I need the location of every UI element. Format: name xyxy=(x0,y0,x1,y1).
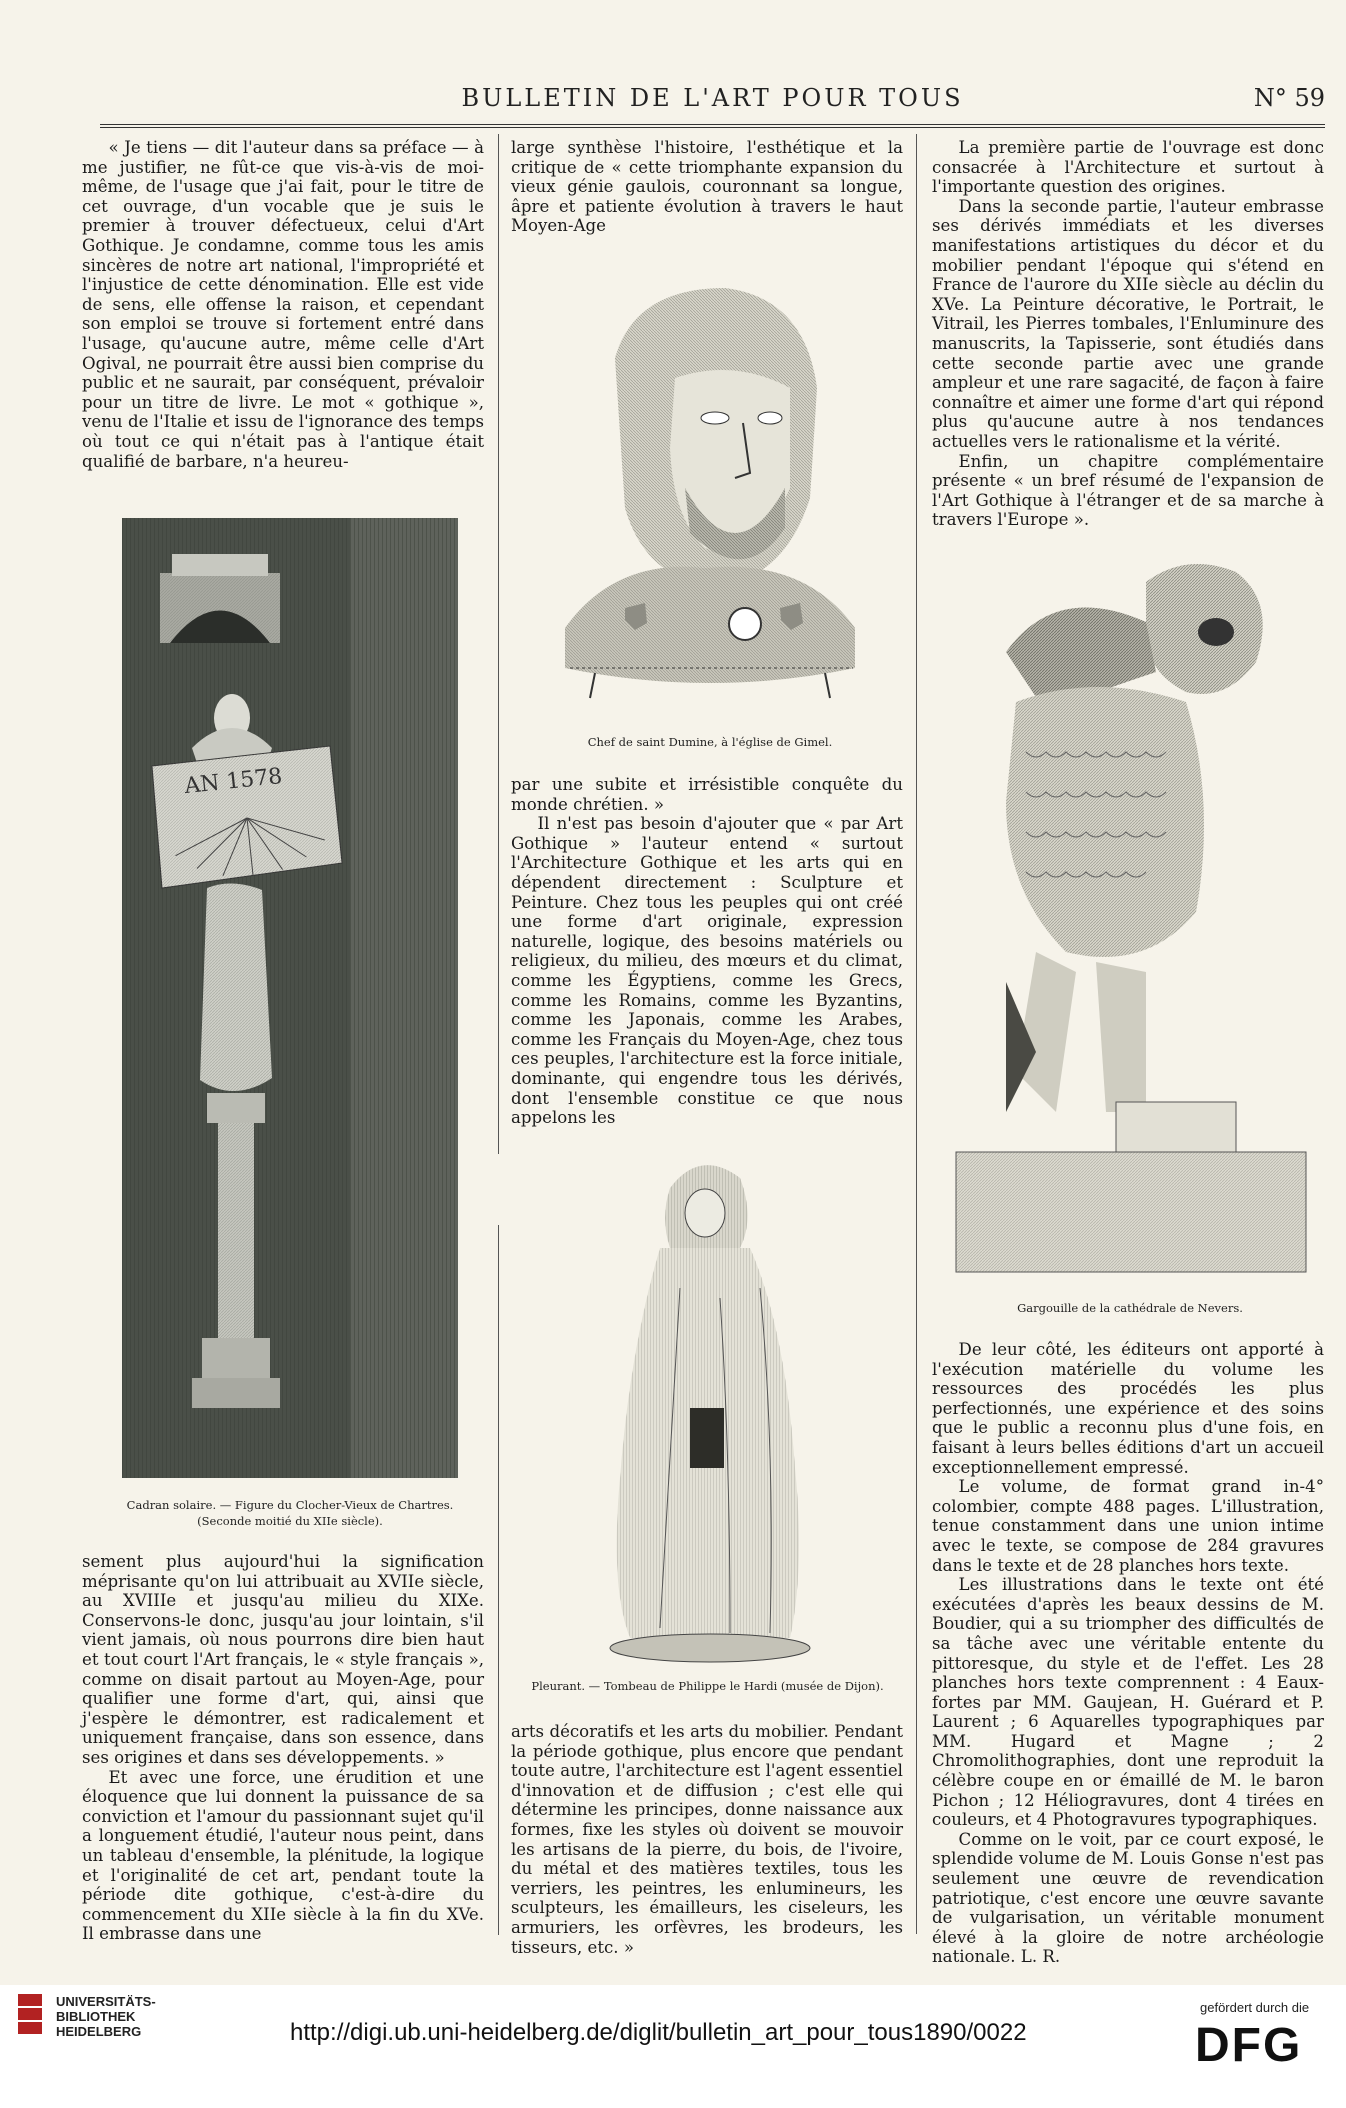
source-url[interactable]: http://digi.ub.uni-heidelberg.de/diglit/bulletin_art_pour_tous1890/0022 xyxy=(290,2019,1027,2046)
university-name xyxy=(56,1994,156,2039)
paragraph: La première partie de l'ouvrage est donc consacrée à l'Architecture et surtout à l'importante question des origines. xyxy=(932,138,1324,197)
bust-figure xyxy=(555,268,863,708)
paragraph: « Je tiens — dit l'auteur dans sa préface — à me justifier, ne fût-ce que vis-à-vis de moi-même, de l'usage que j'ai fait, pour le titre de cet ouvrage, d'un vocable que je suis le premier à trouver défectueux, celui d'Art Gothique. Je condamne, comme tous les amis sincères de notre art national, l'impropriété et l'injustice de cette dénomination. Elle est vide de sens, elle offense la raison, et cependant son emploi se trouve si fortement entré dans l'usage, qu'aucune autre, même celle d'Art Ogival, ne pourrait être aussi bien comprise du public et ne saurait, par conséquent, prévaloir pour un titre de livre. Le mot « gothique », venu de l'Italie et issu de l'ignorance des temps où tout ce qui n'était pas à l'antique était qualifié de barbare, n'a heureu- xyxy=(82,138,484,471)
sundial-caption-line1: Cadran solaire. — Figure du Clocher-Vieux de Chartres. xyxy=(126,1498,454,1512)
university-line-2: BIBLIOTHEK xyxy=(56,2009,136,2024)
column-rule-left-lower xyxy=(498,1225,499,1935)
column-2-bottom-text xyxy=(511,1722,903,1957)
column-1-bottom-text xyxy=(82,1552,484,1944)
mourner-engraving xyxy=(590,1148,830,1666)
mourner-caption: Pleurant. — Tombeau de Philippe le Hardi (musée de Dijon). xyxy=(531,1679,884,1693)
journal-title: BULLETIN DE L'ART POUR TOUS xyxy=(461,84,964,112)
gargoyle-engraving xyxy=(946,552,1316,1292)
bust-caption: Chef de saint Dumine, à l'église de Gimel. xyxy=(587,735,833,749)
gargoyle-caption: Gargouille de la cathédrale de Nevers. xyxy=(1017,1301,1243,1315)
paragraph: sement plus aujourd'hui la signification méprisante qu'on lui attribuait au XVIIe siècle, au XVIIIe et jusqu'au milieu du XIXe. Conservons-le donc, jusqu'au jour lointain, s'il vient jamais, où nous pourrons dire bien haut et tout court l'Art français, le « style français », comme on disait partout au Moyen-Age, pour qualifier une forme d'art, qui, ainsi que j'espère le démontrer, est radicalement et uniquement française, dans son essence, dans ses origines et dans ses développements. » xyxy=(82,1552,484,1767)
dfg-logo: DFG xyxy=(1195,2019,1303,2072)
gargoyle-figure xyxy=(946,552,1316,1292)
column-3-top-text xyxy=(932,138,1324,530)
paragraph: Il n'est pas besoin d'ajouter que « par Art Gothique » l'auteur entend « surtout l'Architecture Gothique et les arts qui en dépendent directement : Sculpture et Peinture. Chez tous les peuples qui ont créé une forme d'art originale, expression naturelle, logique, des besoins matériels ou religieux, du milieu, des mœurs et du climat, comme les Égyptiens, comme les Grecs, comme les Romains, comme les Byzantins, comme les Japonais, comme les Arabes, comme les Français du Moyen-Age, chez tous ces peuples, l'architecture est la force initiale, dominante, qui engendre tous les dérivés, dont l'ensemble constitue ce que nous appelons les xyxy=(511,814,903,1128)
paragraph: arts décoratifs et les arts du mobilier. Pendant la période gothique, plus encore que pendant toute autre, l'architecture est l'agent essentiel d'innovation et de diffusion ; c'est elle qui détermine les principes, donne naissance aux formes, fixe les styles où doivent se mouvoir les artisans de la pierre, du bois, de l'ivoire, du métal et des matières textiles, tous les verriers, les peintres, les enlumineurs, les sculpteurs, les émailleurs, les ciseleurs, les armuriers, les orfèvres, les brodeurs, les tisseurs, etc. » xyxy=(511,1722,903,1957)
running-header xyxy=(100,84,1325,114)
paragraph: Le volume, de format grand in-4° colombier, compte 488 pages. L'illustration, tenue constamment dans une union intime avec le texte, se compose de 284 gravures dans le texte et de 28 planches hors texte. xyxy=(932,1477,1324,1575)
university-line-3: HEIDELBERG xyxy=(56,2024,142,2039)
paragraph: De leur côté, les éditeurs ont apporté à l'exécution matérielle du volume les ressources des procédés les plus perfectionnés, une expérience et des soins que le public a reconnu plus d'une fois, en faisant à leurs belles éditions d'art un accueil exceptionnellement empressé. xyxy=(932,1340,1324,1477)
column-3-bottom-text xyxy=(932,1340,1324,1967)
bust-engraving xyxy=(555,268,863,708)
paragraph: Les illustrations dans le texte ont été exécutées d'après les beaux dessins de M. Boudier, qui a su triompher des difficultés de sa tâche avec une véritable entente du pittoresque, du style et de l'effet. Les 28 planches hors texte comprennent : 4 Eaux-fortes par MM. Gaujean, H. Guérard et P. Laurent ; 6 Aquarelles typographiques par MM. Hugard et Magne ; 2 Chromolithographies, dont une reproduit la célèbre coupe en or émaillé de M. le baron Pichon ; 12 Héliogravures, dont 4 tirées en couleurs, et 4 Photogravures typographiques. xyxy=(932,1575,1324,1830)
sundial-caption xyxy=(112,1497,468,1529)
sundial-figure xyxy=(122,518,458,1478)
paragraph: large synthèse l'histoire, l'esthétique et la critique de « cette triomphante expansion du vieux génie gaulois, couronnant sa longue, âpre et patiente évolution à travers le haut Moyen-Age xyxy=(511,138,903,236)
paragraph: Enfin, un chapitre complémentaire présente « un bref résumé de l'expansion de l'Art Gothique à l'étranger et de sa marche à travers l'Europe ». xyxy=(932,451,1324,530)
funded-by-label: gefördert durch die xyxy=(1200,2000,1310,2015)
paragraph: Dans la seconde partie, l'auteur embrasse ses dérivés immédiats et les diverses manifestations artistiques du décor et du mobilier pendant l'époque qui s'étend en France de l'aurore du XIIe siècle au déclin du XVe. La Peinture décorative, le Portrait, le Vitrail, les Pierres tombales, l'Enluminure des manuscrits, la Tapisserie, sont étudiés dans cette seconde partie avec une grande ampleur et une rare sagacité, de façon à faire connaître et aimer une forme d'art qui répond plus qu'aucune autre à nos tendances actuelles vers le rationalisme et la vérité. xyxy=(932,196,1324,451)
column-2-top-text xyxy=(511,138,903,236)
header-rule xyxy=(100,124,1325,128)
paragraph: Comme on le voit, par ce court exposé, le splendide volume de M. Louis Gonse n'est pas seulement une œuvre de revendication patriotique, c'est encore une œuvre savante de vulgarisation, un véritable monument élevé à la gloire de notre archéologie nationale. L. R. xyxy=(932,1829,1324,1967)
column-rule-left xyxy=(498,134,499,1154)
university-logo-icon xyxy=(16,1992,44,2036)
column-1-top-text xyxy=(82,138,484,471)
sundial-engraving xyxy=(122,518,458,1478)
column-rule-right xyxy=(916,134,917,1934)
sundial-inscription: AN 1578 xyxy=(183,763,284,800)
mourner-figure xyxy=(590,1148,830,1666)
paragraph: par une subite et irrésistible conquête du monde chrétien. » xyxy=(511,775,903,814)
page-number: N° 59 xyxy=(1253,84,1325,112)
column-2-middle-text xyxy=(511,775,903,1128)
university-line-1: UNIVERSITÄTS- xyxy=(56,1994,156,2009)
sundial-caption-line2: (Seconde moitié du XIIe siècle). xyxy=(197,1514,383,1528)
paragraph: Et avec une force, une érudition et une éloquence que lui donnent la puissance de sa conviction et l'amour du passionnant sujet qu'il a longuement étudié, l'auteur nous peint, dans un tableau d'ensemble, la plénitude, la logique et l'originalité de cet art, pendant toute la période dite gothique, c'est-à-dire du commencement du XIIe siècle à la fin du XVe. Il embrasse dans une xyxy=(82,1767,484,1944)
